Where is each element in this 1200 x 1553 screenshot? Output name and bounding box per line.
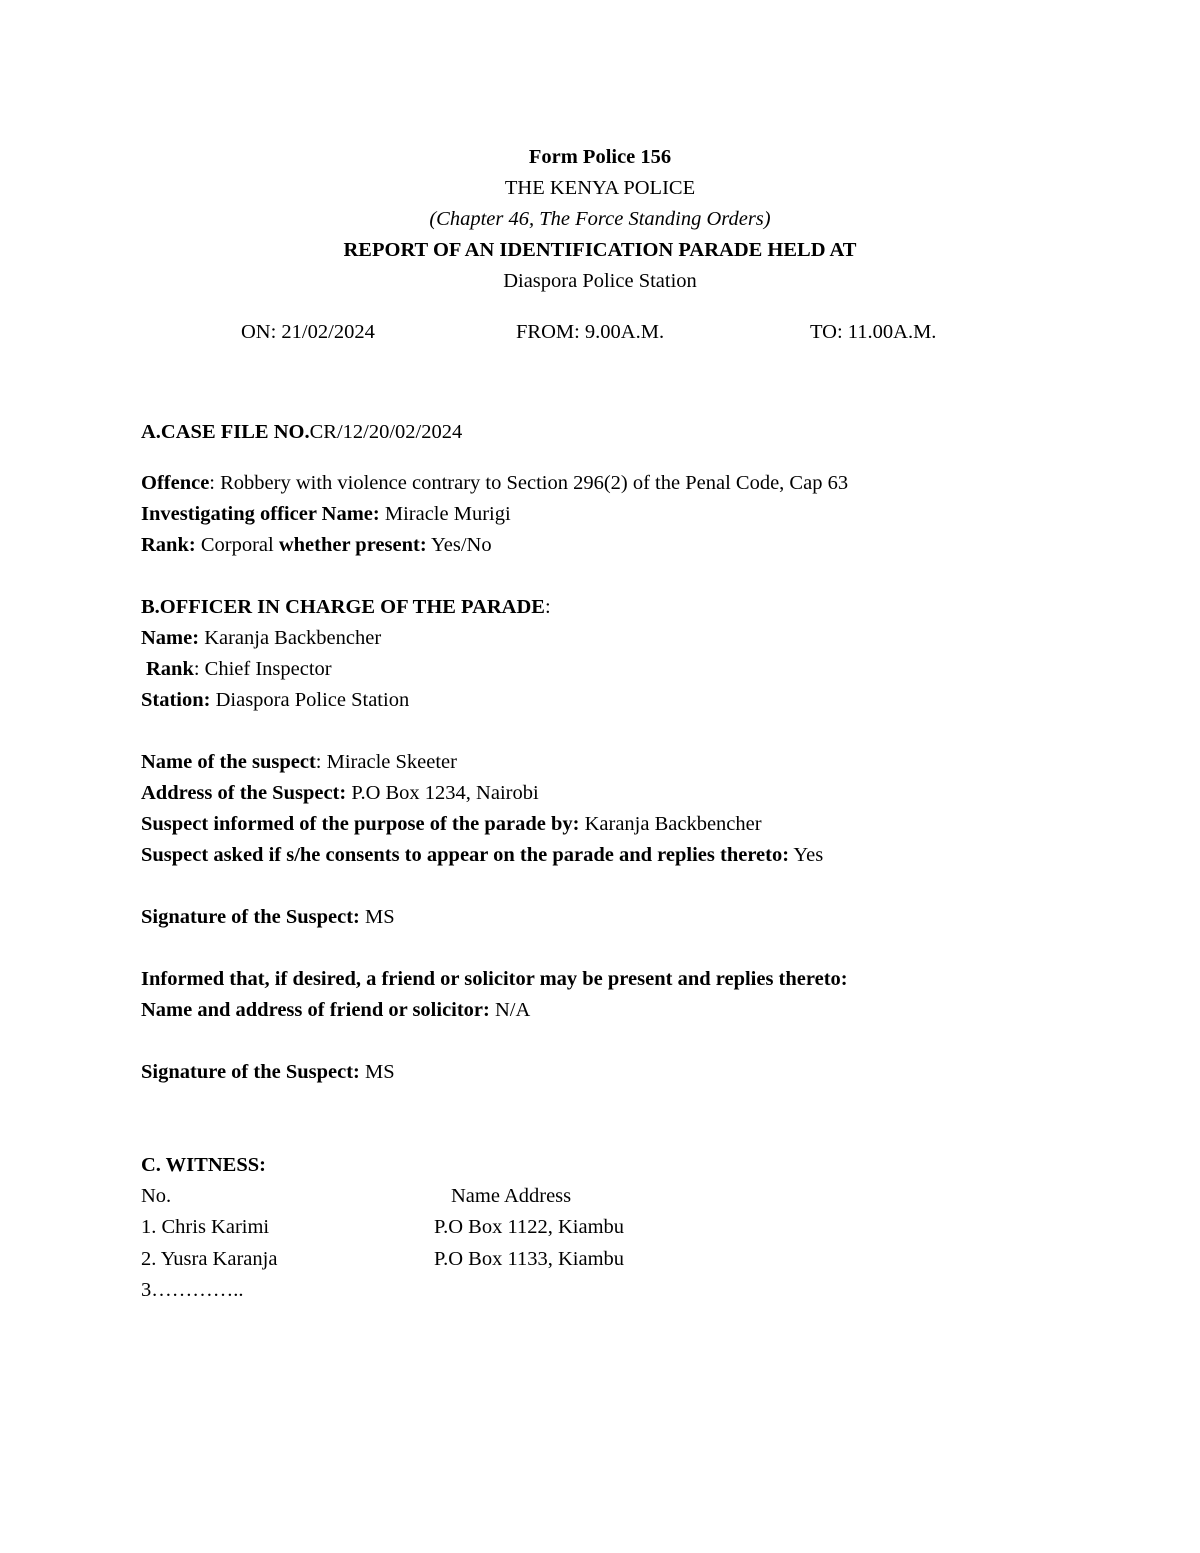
suspect-name-value: : Miracle Skeeter (315, 751, 457, 773)
suspect-consent-label: Suspect asked if s/he consents to appear on the parade and replies thereto: (141, 844, 790, 866)
parade-from-time: FROM: 9.00A.M. (516, 321, 665, 343)
suspect-signature-line-2 (141, 1062, 395, 1083)
officer-station-label: Station: (141, 689, 211, 711)
officer-name-label: Name: (141, 627, 200, 649)
case-file-line (141, 422, 462, 443)
suspect-signature-label-1: Signature of the Suspect: (141, 906, 360, 928)
investigating-officer-line (141, 504, 511, 525)
parade-date: ON: 21/02/2024 (241, 321, 375, 343)
rank-line (141, 535, 492, 556)
officer-station-value: Diaspora Police Station (210, 689, 410, 711)
officer-in-charge-heading (141, 597, 551, 618)
parade-to-time: TO: 11.00A.M. (810, 321, 937, 343)
offence-line (141, 473, 848, 494)
suspect-signature-line-1 (141, 907, 395, 928)
investigating-officer-label: Investigating officer Name: (141, 503, 380, 525)
officer-name-value: Karanja Backbencher (199, 627, 382, 649)
offence-value: : Robbery with violence contrary to Section 296(2) of the Penal Code, Cap 63 (209, 472, 849, 494)
friend-solicitor-informed: Informed that, if desired, a friend or solicitor may be present and replies thereto: (141, 968, 848, 990)
org-name: THE KENYA POLICE (504, 177, 696, 199)
witness-address: P.O Box 1133, Kiambu (434, 1248, 625, 1270)
parade-location: Diaspora Police Station (503, 270, 697, 292)
witness-col-name-address: Name Address (451, 1185, 572, 1207)
suspect-informed-label: Suspect informed of the purpose of the parade by: (141, 813, 580, 835)
witness-heading: C. WITNESS: (141, 1154, 266, 1176)
suspect-address-value: P.O Box 1234, Nairobi (346, 782, 539, 804)
officer-station-line (141, 690, 409, 711)
suspect-informed-value: Karanja Backbencher (579, 813, 762, 835)
suspect-address-label: Address of the Suspect: (141, 782, 347, 804)
suspect-signature-value-2: MS (359, 1061, 395, 1083)
suspect-address-line (141, 783, 539, 804)
rank-label: Rank: (141, 534, 196, 556)
friend-solicitor-label: Name and address of friend or solicitor: (141, 999, 490, 1021)
suspect-name-line (141, 752, 457, 773)
witness-col-no: No. (141, 1185, 172, 1207)
report-title: REPORT OF AN IDENTIFICATION PARADE HELD AT (343, 239, 857, 261)
form-title: Form Police 156 (528, 146, 672, 168)
present-value: Yes/No (426, 534, 492, 556)
rank-value: Corporal (195, 534, 279, 556)
suspect-signature-value-1: MS (359, 906, 395, 928)
offence-label: Offence (141, 472, 210, 494)
investigating-officer-value: Miracle Murigi (379, 503, 511, 525)
suspect-consent-value: Yes (789, 844, 824, 866)
witness-name: 3………….. (141, 1279, 244, 1301)
case-file-label: A.CASE FILE NO. (141, 421, 310, 443)
officer-in-charge-colon: : (544, 596, 551, 618)
suspect-informed-line (141, 814, 762, 835)
officer-rank-value: : Chief Inspector (193, 658, 332, 680)
officer-rank-label: Rank (146, 658, 194, 680)
suspect-signature-label-2: Signature of the Suspect: (141, 1061, 360, 1083)
officer-name-line (141, 628, 381, 649)
suspect-consent-line (141, 845, 823, 866)
officer-rank-line (146, 659, 332, 680)
friend-solicitor-value: N/A (489, 999, 531, 1021)
present-label: whether present: (278, 534, 427, 556)
witness-name: 1. Chris Karimi (141, 1216, 270, 1238)
suspect-name-label: Name of the suspect (141, 751, 316, 773)
officer-in-charge-title: B.OFFICER IN CHARGE OF THE PARADE (141, 596, 545, 618)
witness-address: P.O Box 1122, Kiambu (434, 1216, 625, 1238)
witness-name: 2. Yusra Karanja (141, 1248, 278, 1270)
chapter-reference: (Chapter 46, The Force Standing Orders) (429, 208, 771, 230)
case-file-value: CR/12/20/02/2024 (309, 421, 463, 443)
friend-solicitor-line (141, 1000, 530, 1021)
